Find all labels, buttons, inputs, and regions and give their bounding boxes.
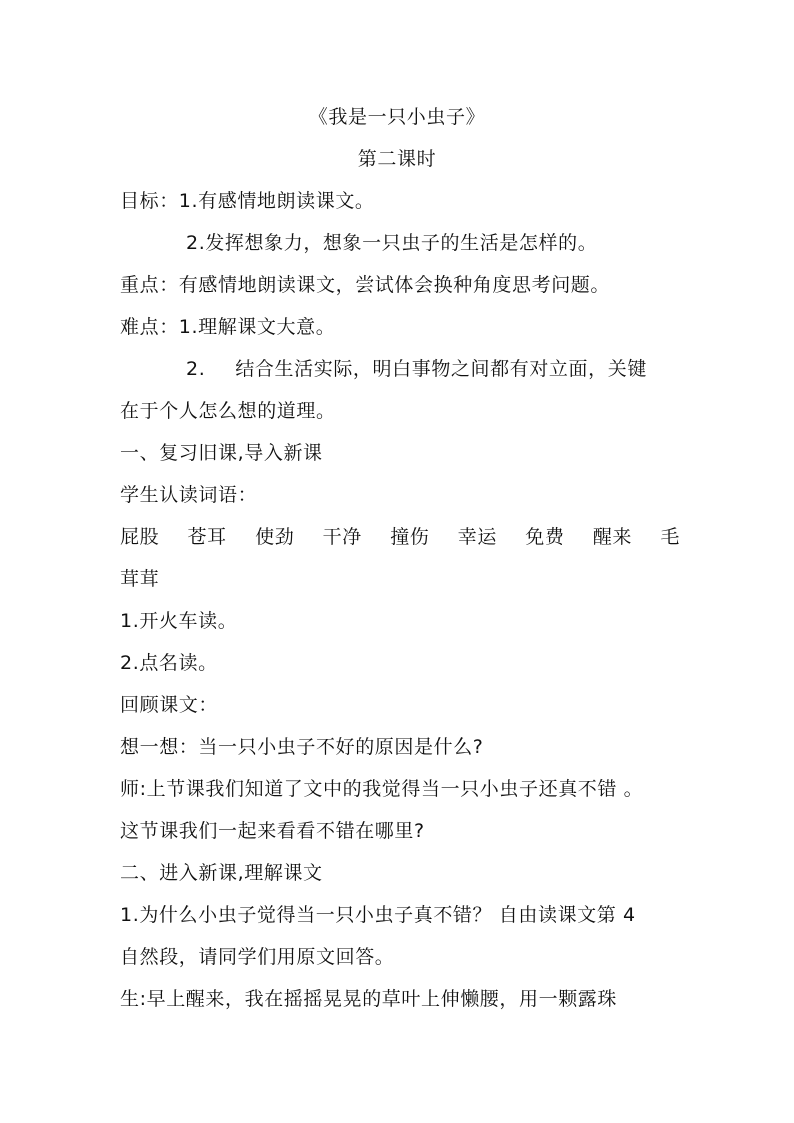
difficulty-line-1: 难点：1.理解课文大意。 — [120, 316, 336, 338]
vocab-word: 使劲 — [255, 526, 295, 548]
teacher-line-1: 师:上节课我们知道了文中的我觉得当一只小虫子还真不错 。 — [120, 778, 644, 800]
step-2: 2.点名读。 — [120, 652, 218, 674]
think-question: 想一想：当一只小虫子不好的原因是什么? — [120, 736, 484, 758]
teacher-line-2: 这节课我们一起来看看不错在哪里? — [120, 820, 425, 842]
vocab-list — [120, 525, 680, 549]
section-2-heading: 二、进入新课,理解课文 — [120, 862, 323, 884]
student-line-1: 生:早上醒来，我在摇摇晃晃的草叶上伸懒腰，用一颗露珠 — [120, 988, 618, 1010]
key-point: 重点：有感情地朗读课文，尝试体会换种角度思考问题。 — [120, 274, 611, 296]
difficulty-line-3: 在于个人怎么想的道理。 — [120, 400, 336, 422]
vocab-word: 撞伤 — [390, 526, 430, 548]
goals-line-2: 2.发挥想象力，想象一只虫子的生活是怎样的。 — [186, 232, 598, 254]
goals-line-1: 目标：1.有感情地朗读课文。 — [120, 190, 375, 212]
vocab-word: 屁股 — [120, 526, 160, 548]
vocab-word: 醒来 — [592, 526, 633, 548]
vocab-word: 毛 — [660, 526, 680, 548]
document-title: 《我是一只小虫子》 — [308, 106, 486, 128]
vocab-wrap: 茸茸 — [120, 568, 160, 590]
difficulty-line-2-text: 结合生活实际，明白事物之间都有对立面，关键 — [235, 358, 647, 380]
section-1-heading: 一、复习旧课,导入新课 — [120, 442, 323, 464]
question-line-1: 1.为什么小虫子觉得当一只小虫子真不错？ 自由读课文第 4 — [120, 904, 636, 926]
review-label: 回顾课文： — [120, 694, 219, 716]
vocab-word: 干净 — [322, 526, 362, 548]
vocab-intro: 学生认读词语： — [120, 484, 258, 506]
vocab-word: 幸运 — [457, 526, 497, 548]
difficulty-line-2 — [186, 357, 680, 381]
vocab-word: 免费 — [525, 526, 565, 548]
step-1: 1.开火车读。 — [120, 610, 238, 632]
question-line-2: 自然段，请同学们用原文回答。 — [120, 946, 395, 968]
vocab-word: 苍耳 — [187, 526, 227, 548]
document-subtitle: 第二课时 — [357, 148, 437, 170]
difficulty-line-2-number: 2. — [186, 358, 206, 380]
